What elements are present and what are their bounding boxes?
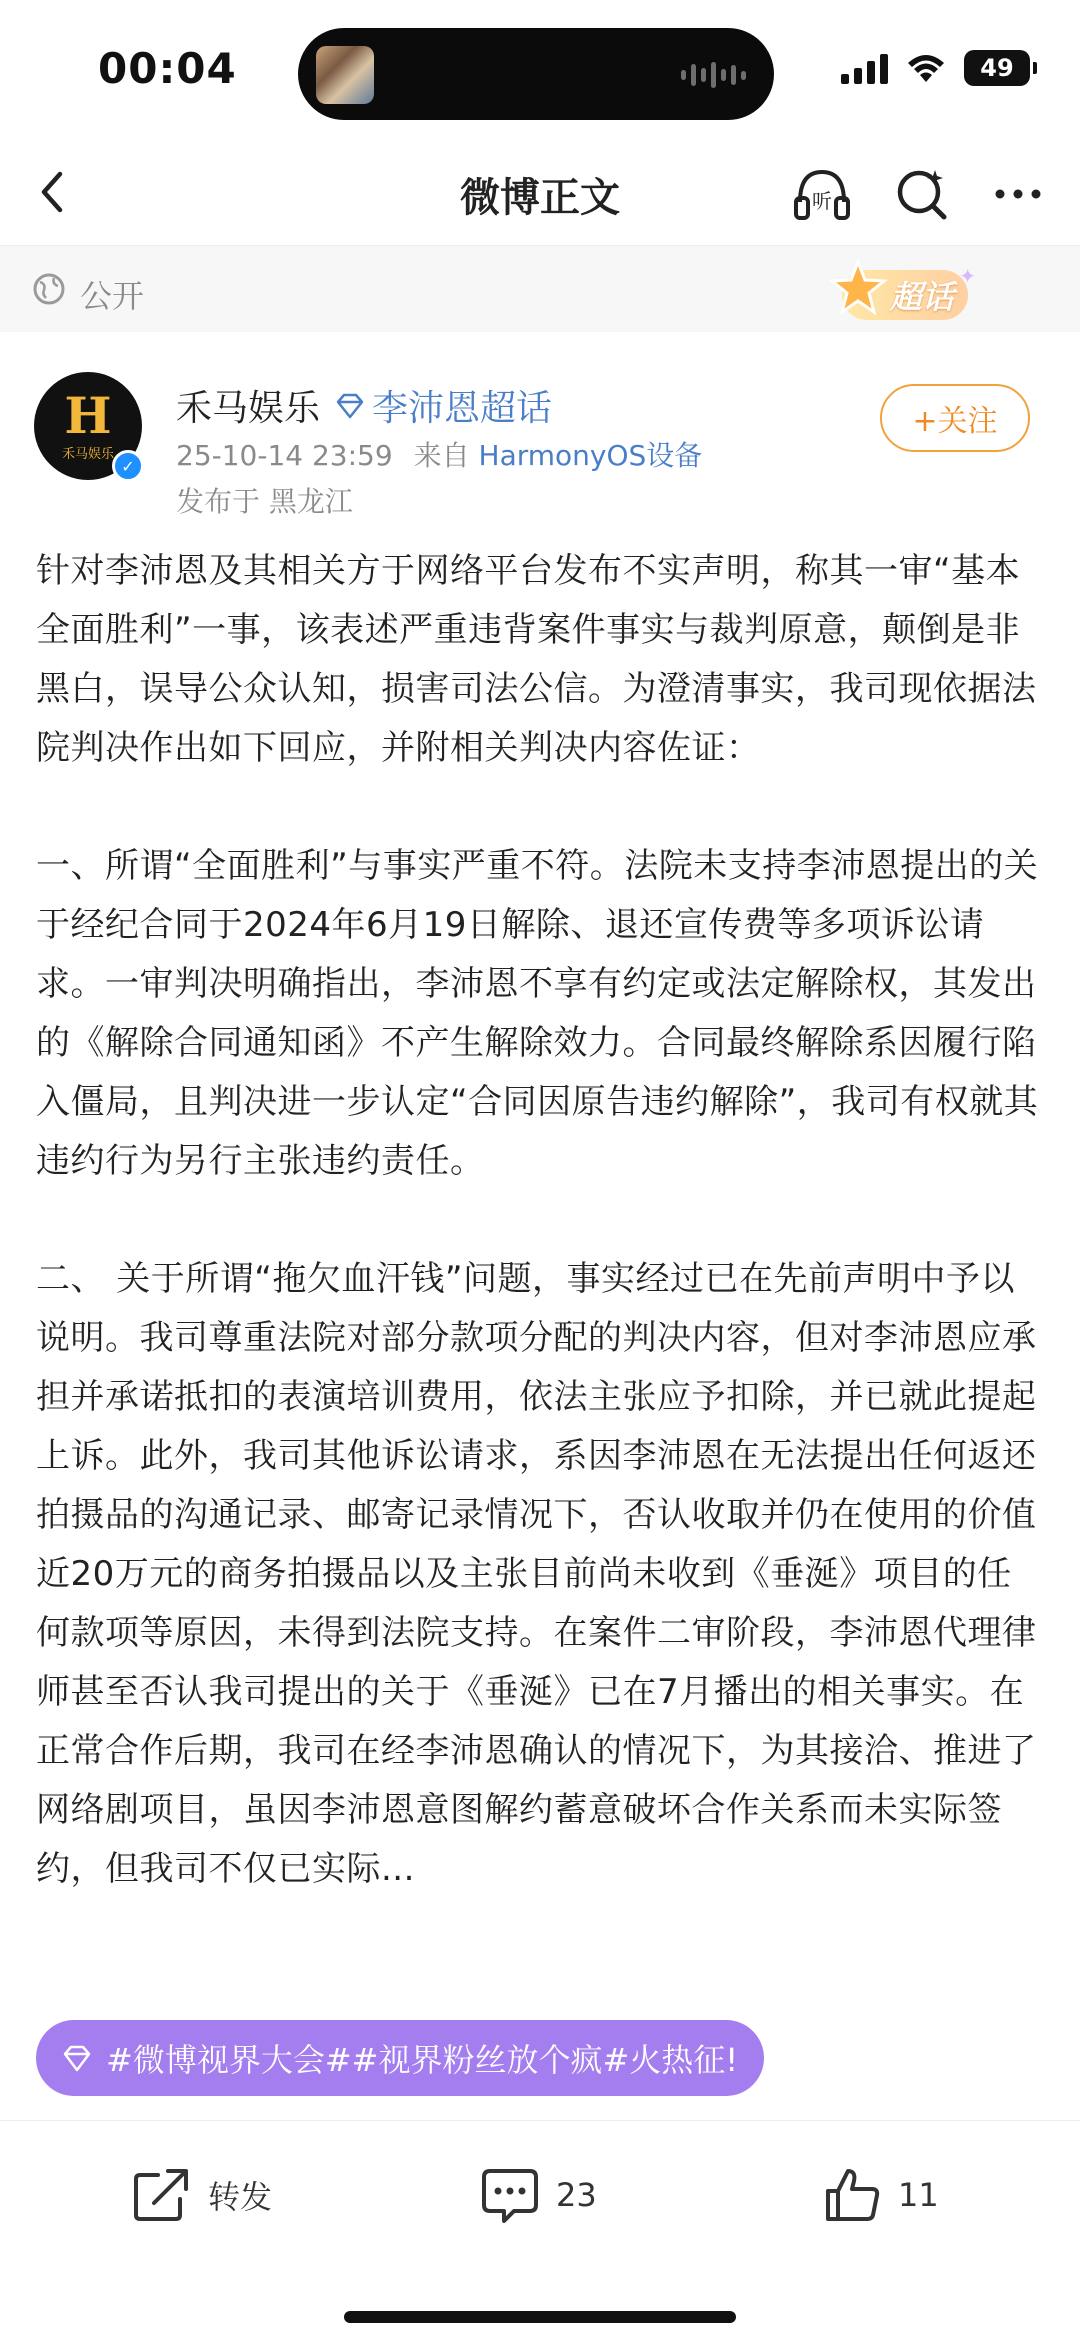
post-paragraph: 针对李沛恩及其相关方于网络平台发布不实声明，称其一审“基本全面胜利”一事，该表述严重违背案件事实与裁判原意，颠倒是非黑白，误导公众认知，损害司法公信。为澄清事实，我司现依据法院判决作出如下回应，并附相关判决内容佐证： <box>36 551 1037 768</box>
action-bar <box>0 2120 1080 2341</box>
like-count: 11 <box>898 2176 939 2214</box>
visibility-row <box>0 246 1080 332</box>
page-title: 微博正文 <box>460 175 620 221</box>
author-header <box>0 332 1080 532</box>
nav-bar <box>0 140 1080 246</box>
now-playing-artwork <box>316 46 374 104</box>
avatar-logo-letter: H <box>64 385 112 445</box>
post-paragraph: 二、 关于所谓“拖欠血汗钱”问题，事实经过已在先前声明中予以说明。我司尊重法院对部分款项分配的判决内容，但对李沛恩应承担并承诺抵扣的表演培训费用，依法主张应予扣除，并已就此提起上诉。此外，我司其他诉讼请求，系因李沛恩在无法提出任何返还拍摄品的沟通记录、邮寄记录情况下，否认收取并仍在使用的价值近20万元的商务拍摄品以及主张目前尚未收到《垂涎》项目的任何款项等原因，未得到法院支持。在案件二审阶段，李沛恩代理律师甚至否认我司提出的关于《垂涎》已在7月播出的相关事实。在正常合作后期，我司在经李沛恩确认的情况下，为其接洽、推进了网络剧项目，虽因李沛恩意图解约蓄意破坏合作关系而未实际签约，但我司不仅已实际... <box>36 1259 1037 1889</box>
topic-link[interactable] <box>334 380 552 431</box>
chaohua-badge-label: 超话 <box>889 278 954 316</box>
diamond-icon <box>334 390 366 422</box>
audio-wave-icon <box>681 60 746 90</box>
chaohua-badge[interactable] <box>842 270 968 320</box>
headphones-icon[interactable] <box>790 162 854 226</box>
star-icon <box>828 258 888 318</box>
more-icon[interactable] <box>986 162 1050 226</box>
battery-indicator: 49 <box>964 50 1030 86</box>
globe-icon <box>32 272 66 306</box>
post-location: 发布于 黑龙江 <box>176 485 353 518</box>
search-icon[interactable] <box>890 162 954 226</box>
topic-pill[interactable] <box>36 2020 764 2096</box>
post-device[interactable]: HarmonyOS设备 <box>478 439 703 472</box>
repost-button[interactable] <box>130 2165 272 2225</box>
svg-text:听: 听 <box>812 189 832 213</box>
post-body <box>36 542 1046 1899</box>
status-time: 00:04 <box>98 44 237 93</box>
dynamic-island[interactable] <box>298 28 774 120</box>
comment-icon <box>478 2165 542 2225</box>
visibility-label: 公开 <box>80 277 145 315</box>
wifi-icon <box>906 52 946 84</box>
comment-count: 23 <box>556 2176 597 2214</box>
home-indicator[interactable] <box>344 2311 736 2323</box>
follow-button[interactable]: +关注 <box>880 384 1030 452</box>
topic-link-label: 李沛恩超话 <box>372 388 553 429</box>
verified-badge-icon: ✓ <box>112 450 144 482</box>
thumbs-up-icon <box>820 2165 884 2225</box>
post-paragraph: 一、所谓“全面胜利”与事实严重不符。法院未支持李沛恩提出的关于经纪合同于2024年6月19日解除、退还宣传费等多项诉讼请求。一审判决明确指出，李沛恩不享有约定或法定解除权，其发出的《解除合同通知函》不产生解除效力。合同最终解除系因履行陷入僵局，且判决进一步认定“合同因原告违约解除”，我司有权就其违约行为另行主张违约责任。 <box>36 846 1039 1181</box>
status-indicators <box>841 50 1030 86</box>
post-source-prefix: 来自 <box>413 439 470 472</box>
repost-label: 转发 <box>208 2178 273 2216</box>
comment-button[interactable] <box>478 2165 597 2225</box>
topic-pill-label: #微博视界大会##视界粉丝放个疯#火热征! <box>106 2041 739 2079</box>
post-timestamp: 25-10-14 23:59 <box>176 439 393 472</box>
diamond-icon <box>60 2041 94 2075</box>
sparkle-icon: ✦ <box>959 264 976 288</box>
share-icon <box>130 2165 194 2225</box>
cellular-signal-icon <box>841 52 888 84</box>
post-meta <box>176 434 702 474</box>
like-button[interactable] <box>820 2165 939 2225</box>
author-name[interactable]: 禾马娱乐 <box>176 388 321 429</box>
status-bar <box>0 0 1080 140</box>
avatar-logo-caption: 禾马娱乐 <box>61 446 114 462</box>
